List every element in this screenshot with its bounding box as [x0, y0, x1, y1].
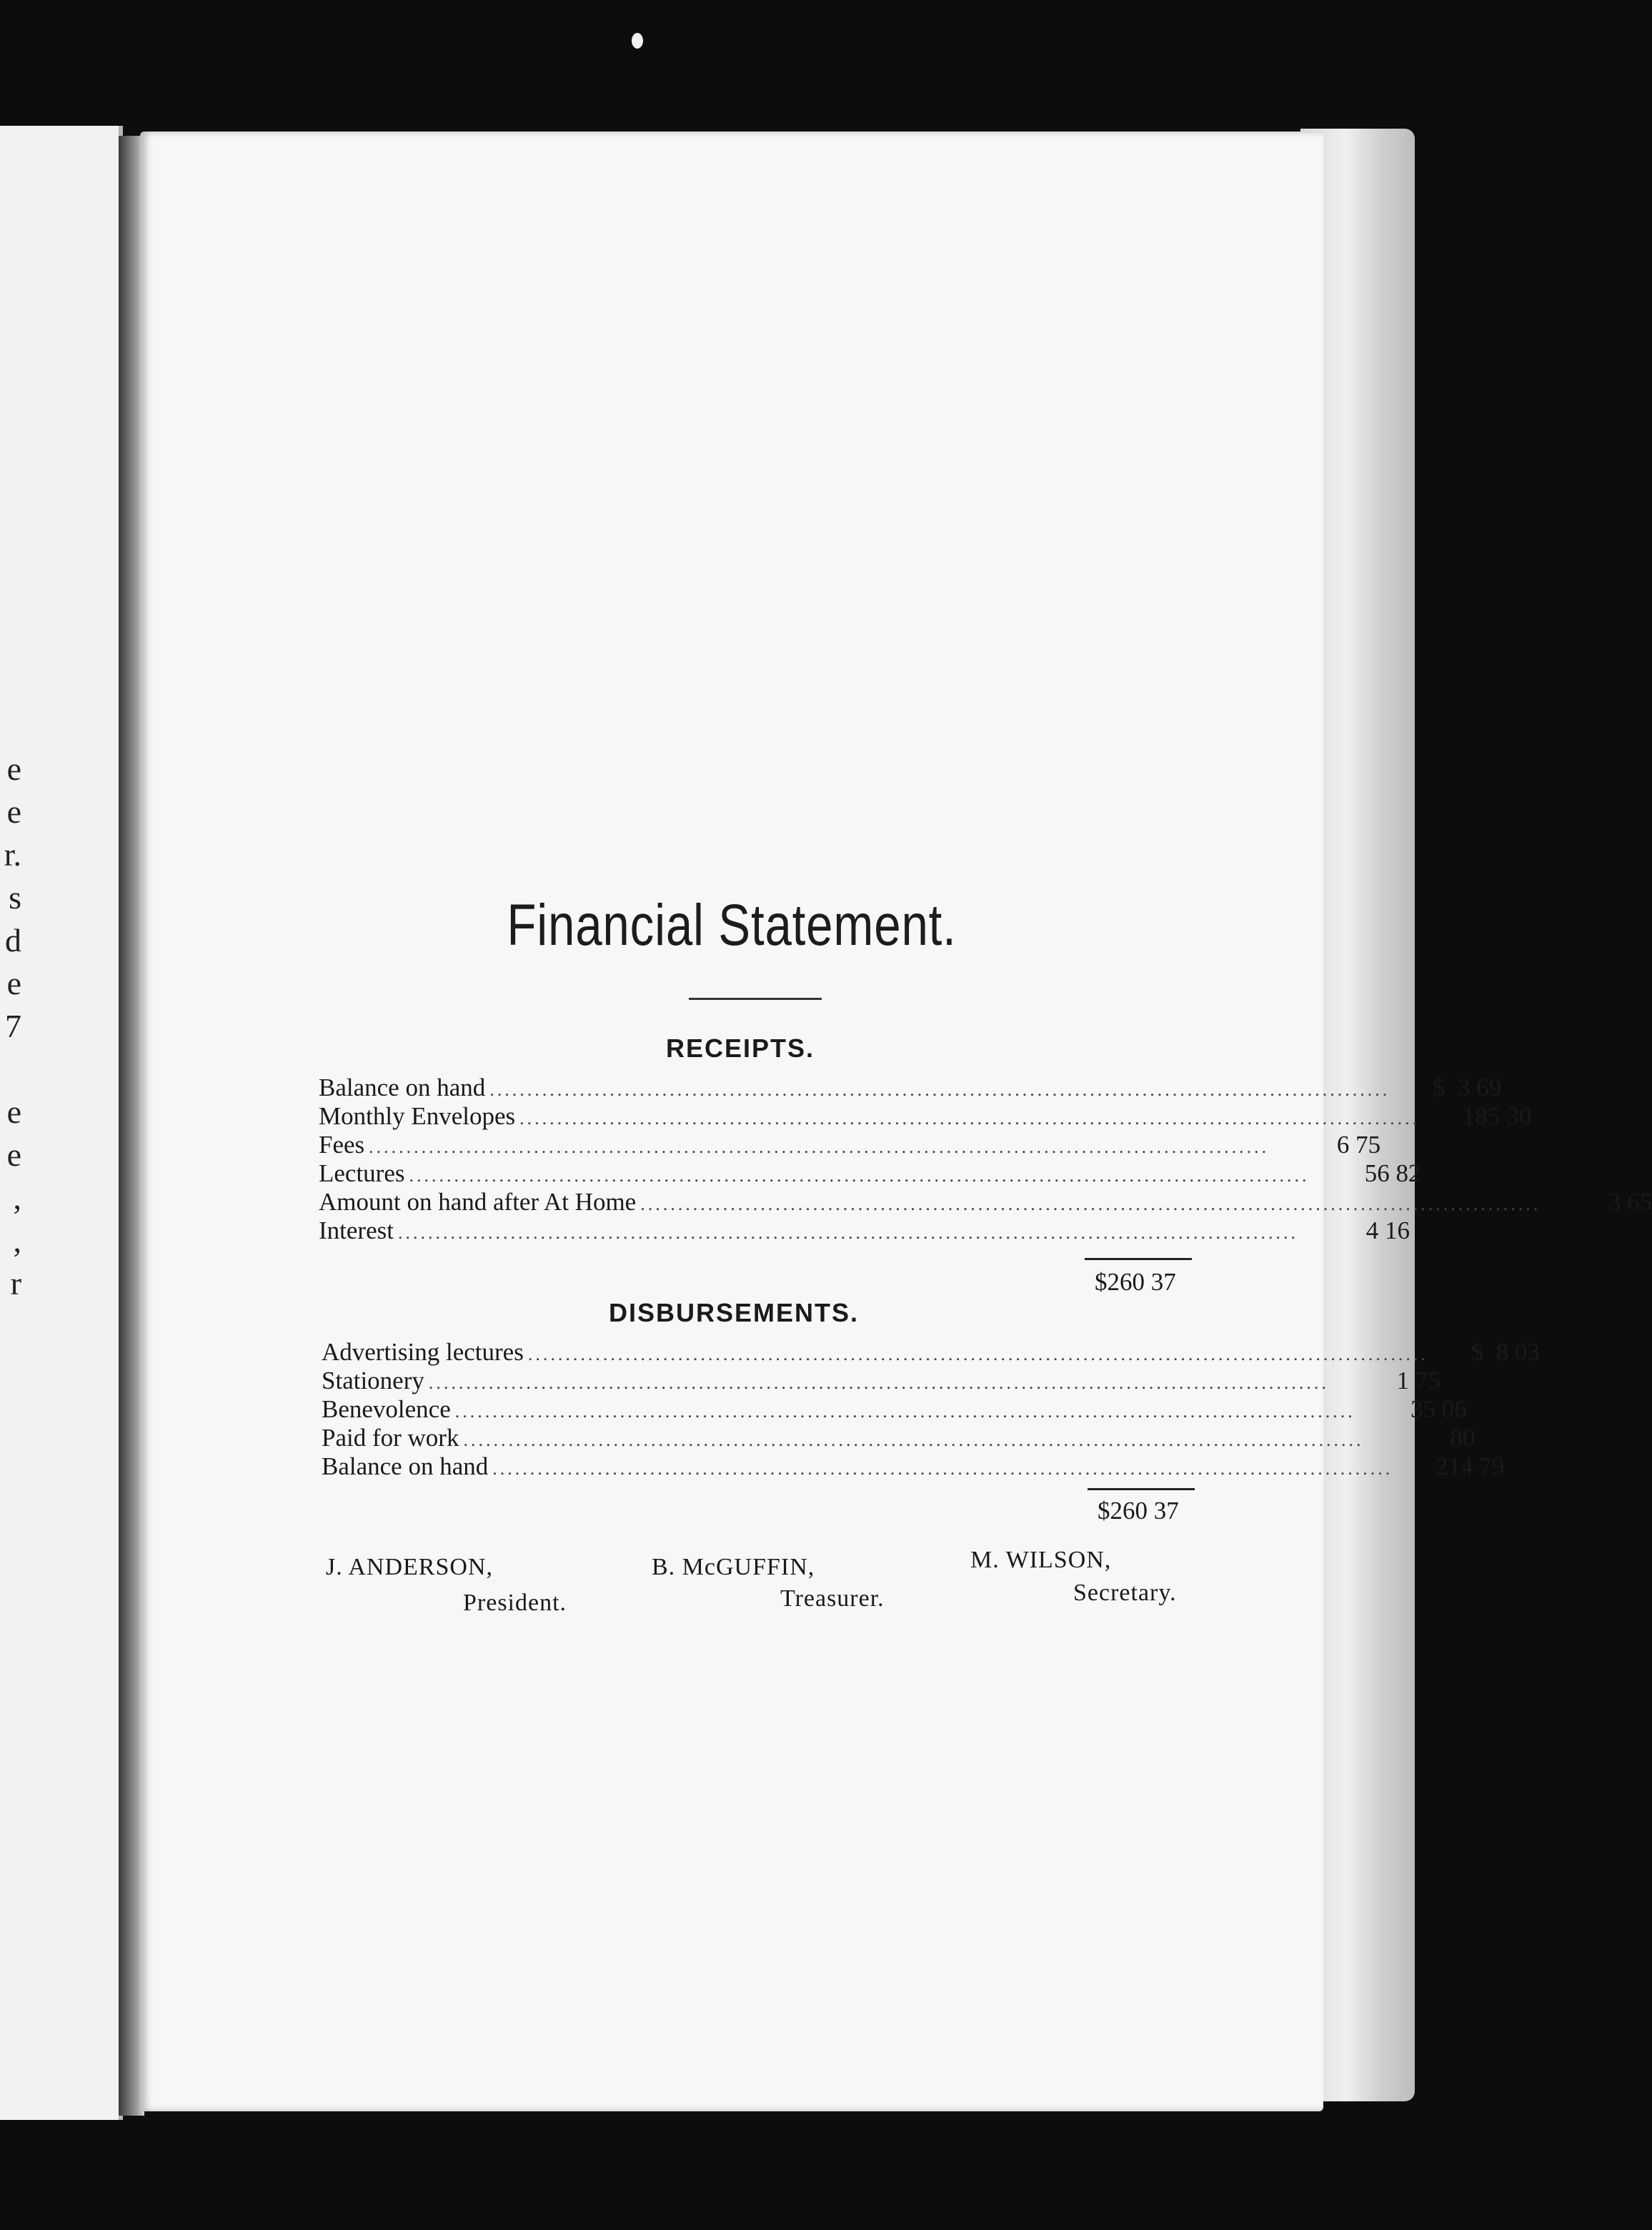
ledger-label: Lectures	[319, 1159, 405, 1187]
ledger-label: Monthly Envelopes	[319, 1102, 516, 1130]
disbursements-total-rule	[1088, 1488, 1195, 1490]
ledger-amount: $ 8 03	[1471, 1338, 1540, 1366]
disbursements-table	[322, 1338, 1540, 1481]
leader-dots: ........................................................................................................................	[369, 1136, 1270, 1157]
ledger-label: Balance on hand	[322, 1452, 489, 1480]
leader-dots: ........................................................................................................................	[397, 1222, 1298, 1243]
facing-page-letter: r.	[4, 836, 21, 873]
ledger-amount: 6 75	[1336, 1131, 1381, 1159]
leader-dots: ........................................................................................................................	[527, 1344, 1428, 1364]
ledger-label: Amount on hand after At Home	[319, 1188, 637, 1216]
ledger-row	[319, 1074, 1502, 1102]
ledger-label: Balance on hand	[319, 1074, 486, 1101]
ledger-amount: 56 82	[1364, 1159, 1421, 1187]
leader-dots: ........................................................................................................................	[409, 1165, 1310, 1186]
facing-page-letter: e	[6, 1136, 21, 1173]
ledger-amount: 3 65	[1608, 1188, 1652, 1216]
ledger-amount: $ 3 69	[1433, 1074, 1502, 1101]
facing-page-letter: e	[6, 793, 21, 830]
facing-page-letter: e	[6, 750, 21, 787]
ledger-amount: 35 06	[1410, 1395, 1467, 1423]
signatory-title: Secretary.	[1073, 1580, 1177, 1606]
ledger-row	[319, 1188, 1652, 1216]
ledger-amount: 1 75	[1396, 1367, 1440, 1394]
ledger-amount: 185 30	[1462, 1102, 1532, 1130]
disbursements-total: $260 37	[1098, 1497, 1179, 1525]
ledger-label: Stationery	[322, 1367, 424, 1394]
ledger-row	[322, 1395, 1467, 1424]
facing-page	[0, 126, 123, 2120]
facing-page-letter: ,	[13, 1179, 21, 1216]
ledger-amount: 80	[1450, 1424, 1476, 1452]
facing-page-letter: d	[5, 922, 21, 958]
ledger-row	[319, 1216, 1410, 1245]
dust-speck	[632, 33, 643, 49]
signatory-title: Treasurer.	[780, 1585, 885, 1612]
page-title: Financial Statement.	[507, 893, 957, 958]
ledger-amount: 4 16	[1365, 1216, 1410, 1244]
disbursements-heading: DISBURSEMENTS.	[609, 1298, 860, 1327]
ledger-label: Paid for work	[322, 1424, 459, 1452]
leader-dots: ........................................................................................................................	[463, 1429, 1364, 1450]
receipts-table	[319, 1074, 1652, 1245]
leader-dots: ........................................................................................................................	[489, 1079, 1390, 1100]
document-page	[140, 132, 1652, 2111]
receipts-heading: RECEIPTS.	[666, 1034, 815, 1063]
facing-page-letter: ,	[13, 1222, 21, 1259]
ledger-label: Interest	[319, 1216, 394, 1244]
facing-page-letter: s	[9, 879, 21, 916]
ledger-label: Fees	[319, 1131, 365, 1159]
leader-dots: ........................................................................................................................	[428, 1372, 1329, 1393]
ledger-row	[322, 1452, 1505, 1481]
ledger-row	[319, 1131, 1381, 1159]
ledger-label: Advertising lectures	[322, 1338, 524, 1366]
leader-dots: ........................................................................................................................	[519, 1108, 1420, 1129]
title-divider	[689, 998, 822, 1000]
signatory-name: B. McGUFFIN,	[652, 1554, 815, 1580]
ledger-row	[322, 1424, 1476, 1452]
facing-page-letter: e	[6, 1094, 21, 1130]
facing-page-letter: 7	[5, 1008, 21, 1044]
facing-page-letter: e	[6, 965, 21, 1001]
ledger-amount: 214 79	[1435, 1452, 1505, 1480]
receipts-total-rule	[1085, 1258, 1192, 1260]
ledger-label: Benevolence	[322, 1395, 451, 1423]
ledger-row	[322, 1338, 1540, 1367]
facing-page-letter	[0, 1048, 21, 1091]
leader-dots: ........................................................................................................................	[454, 1401, 1355, 1422]
leader-dots: ........................................................................................................................	[640, 1194, 1541, 1214]
signatory-title: President.	[463, 1590, 567, 1616]
receipts-total: $260 37	[1095, 1268, 1176, 1296]
signatory-name: J. ANDERSON,	[326, 1554, 493, 1580]
facing-page-text	[0, 748, 21, 1305]
signatory-name: M. WILSON,	[970, 1547, 1112, 1573]
facing-page-letter: r	[10, 1265, 21, 1302]
ledger-row	[319, 1159, 1421, 1188]
leader-dots: ........................................................................................................................	[492, 1458, 1393, 1479]
ledger-row	[322, 1367, 1440, 1395]
ledger-row	[319, 1102, 1532, 1131]
